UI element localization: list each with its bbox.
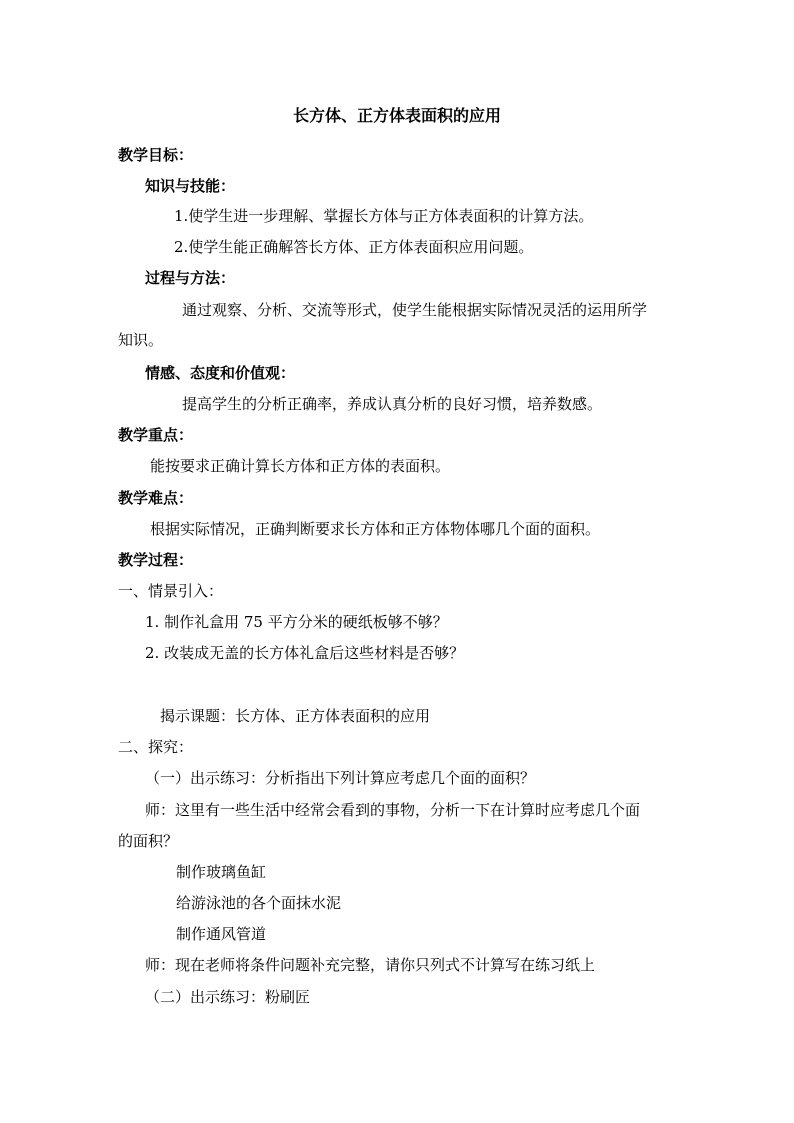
process-method-line-1: 通过观察、分析、交流等形式，使学生能根据实际情况灵活的运用所学 [182, 301, 648, 319]
teacher-remark-1-line-1: 师：这里有一些生活中经常会看到的事物，分析一下在计算时应考虑几个面 [145, 801, 641, 819]
explore-part-2: （二）出示练习：粉刷匠 [145, 988, 311, 1006]
intro-item-1: 1. 制作礼盒用 75 平方分米的硬纸板够不够？ [145, 613, 448, 631]
teaching-goals-heading: 教学目标： [118, 146, 194, 164]
example-item-2: 给游泳池的各个面抹水泥 [176, 894, 342, 912]
teacher-remark-1-line-2: 的面积？ [118, 832, 179, 850]
teaching-process-heading: 教学过程： [118, 551, 194, 569]
teacher-remark-2: 师：现在老师将条件问题补充完整，请你只列式不计算写在练习纸上 [145, 956, 596, 974]
document-title: 长方体、正方体表面积的应用 [292, 106, 501, 125]
example-item-3: 制作通风管道 [176, 925, 267, 943]
knowledge-skills-heading: 知识与技能： [145, 177, 236, 195]
process-method-line-2: 知识。 [118, 331, 164, 349]
intro-heading: 一、情景引入： [118, 582, 224, 600]
intro-item-2: 2. 改装成无盖的长方体礼盒后这些材料是否够？ [145, 644, 465, 662]
process-method-heading: 过程与方法： [145, 269, 236, 287]
example-item-1: 制作玻璃鱼缸 [176, 863, 267, 881]
difficulties-heading: 教学难点： [118, 489, 194, 507]
difficulties-text: 根据实际情况，正确判断要求长方体和正方体物体哪几个面的面积。 [150, 520, 601, 538]
explore-part-1: （一）出示练习：分析指出下列计算应考虑几个面的面积？ [145, 769, 536, 787]
emotion-heading: 情感、态度和价值观： [145, 364, 296, 382]
explore-heading: 二、探究： [118, 738, 194, 756]
emotion-text: 提高学生的分析正确率，养成认真分析的良好习惯，培养数感。 [182, 395, 603, 413]
knowledge-item-1: 1.使学生进一步理解、掌握长方体与正方体表面积的计算方法。 [174, 207, 594, 225]
key-points-text: 能按要求正确计算长方体和正方体的表面积。 [150, 457, 451, 475]
key-points-heading: 教学重点： [118, 426, 194, 444]
reveal-topic: 揭示课题：长方体、正方体表面积的应用 [160, 707, 431, 725]
knowledge-item-2: 2.使学生能正确解答长方体、正方体表面积应用问题。 [174, 238, 534, 256]
